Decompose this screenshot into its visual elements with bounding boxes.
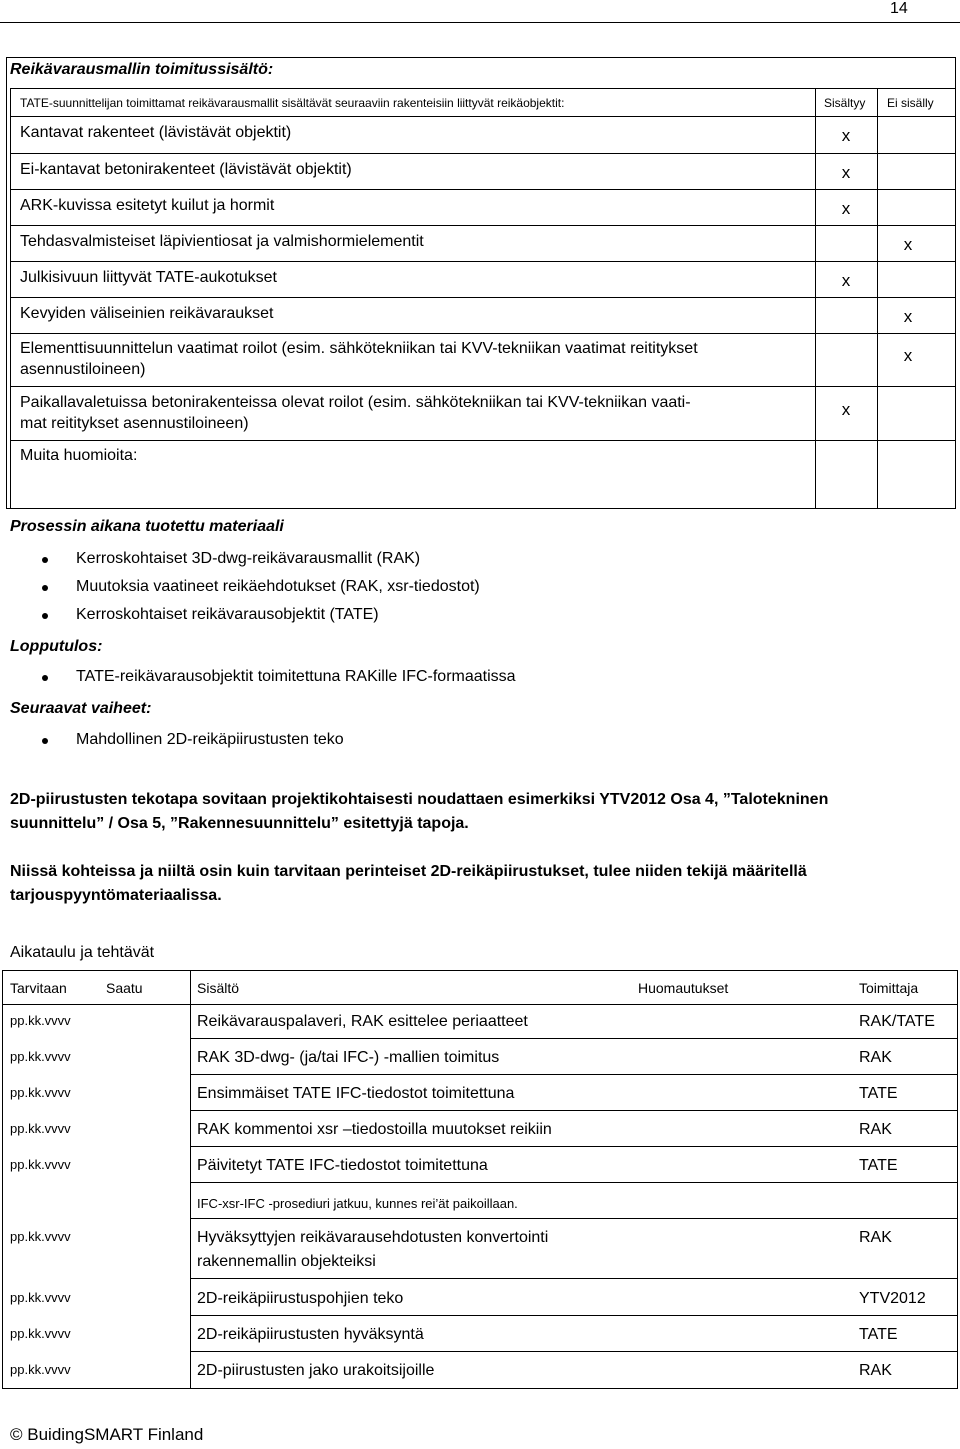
- bullet-icon: [42, 557, 48, 563]
- table1-notes-label: Muita huomioita:: [20, 447, 138, 464]
- schedule-row-date: pp.kk.vvvv: [10, 1229, 71, 1244]
- table1-row-included-mark: x: [841, 163, 851, 182]
- schedule-row-supplier: RAK: [859, 1121, 892, 1138]
- process-item-text: Kerroskohtaiset 3D-dwg-reikävarausmallit (RAK): [76, 550, 421, 567]
- schedule-content-divider: [190, 970, 191, 1388]
- schedule-top-rule: [2, 970, 958, 971]
- next-steps-item-text: Mahdollinen 2D-reikäpiirustusten teko: [76, 731, 344, 748]
- schedule-bottom-rule: [2, 1388, 958, 1389]
- schedule-loop-note: IFC-xsr-IFC -prosediuri jatkuu, kunnes rei’ät paikoillaan.: [197, 1196, 518, 1211]
- table1-row-divider: [10, 153, 956, 154]
- schedule-row-supplier: RAK/TATE: [859, 1013, 935, 1030]
- schedule-col-needed: Tarvitaan: [10, 980, 67, 996]
- process-item: [42, 606, 642, 626]
- paragraph-drawing-method-line2: suunnittelu” / Osa 5, ”Rakennesuunnittelu” esitettyjä tapoja.: [10, 815, 469, 832]
- schedule-row-content-cont: rakennemallin objekteiksi: [197, 1253, 376, 1270]
- schedule-row-divider: [190, 1218, 958, 1219]
- table1-row-included-mark: x: [841, 199, 851, 218]
- schedule-col-supplier: Toimittaja: [859, 980, 919, 996]
- schedule-row-divider: [190, 1110, 958, 1111]
- table1-row-label-cont: mat reititykset asennustiloineen): [20, 415, 249, 432]
- schedule-row-supplier: YTV2012: [859, 1290, 926, 1307]
- schedule-row-content: Päivitetyt TATE IFC-tiedostot toimitettuna: [197, 1157, 488, 1174]
- schedule-row-content: 2D-reikäpiirustusten hyväksyntä: [197, 1326, 424, 1343]
- table1-col-divider-excluded: [877, 88, 878, 509]
- schedule-row-date: pp.kk.vvvv: [10, 1290, 71, 1305]
- paragraph-drawing-method-line1: 2D-piirustusten tekotapa sovitaan projektikohtaisesti noudattaen esimerkiksi YTV2012 Osa 4, ”Talotekninen: [10, 791, 829, 808]
- header-rule: [0, 22, 960, 23]
- bullet-icon: [42, 613, 48, 619]
- table1-row-label: Elementtisuunnittelun vaatimat roilot (esim. sähkötekniikan tai KVV-tekniikan vaatimat reititykset: [20, 340, 698, 357]
- table1-row-divider: [10, 116, 956, 117]
- process-item: [42, 550, 642, 570]
- result-item-text: TATE-reikävarausobjektit toimitettuna RAKille IFC-formaatissa: [76, 668, 516, 685]
- bullet-icon: [42, 675, 48, 681]
- schedule-row-divider: [190, 1074, 958, 1075]
- table1-row-label: Paikallavaletuissa betonirakenteissa olevat roilot (esim. sähkötekniikan tai KVV-tekniikan vaati-: [20, 394, 691, 411]
- result-heading: Lopputulos:: [10, 638, 103, 655]
- schedule-col-received: Saatu: [106, 980, 143, 996]
- table1-row-divider: [10, 333, 956, 334]
- table1-row-label-cont: asennustiloineen): [20, 361, 146, 378]
- paragraph-responsibility-line1: Niissä kohteissa ja niiltä osin kuin tarvitaan perinteiset 2D-reikäpiirustukset, tulee niiden tekijä määritellä: [10, 863, 807, 880]
- footer-copyright: © BuidingSMART Finland: [10, 1425, 204, 1444]
- table1-row-included-mark: x: [841, 271, 851, 290]
- bullet-icon: [42, 738, 48, 744]
- schedule-row-supplier: RAK: [859, 1229, 892, 1246]
- schedule-row-date: pp.kk.vvvv: [10, 1049, 71, 1064]
- schedule-right-border: [957, 970, 958, 1388]
- schedule-col-notes: Huomautukset: [638, 980, 729, 996]
- table1-header-included: Sisältyy: [824, 96, 866, 110]
- schedule-row-content: Ensimmäiset TATE IFC-tiedostot toimitettuna: [197, 1085, 515, 1102]
- next-steps-item: [42, 731, 642, 751]
- schedule-row-date: pp.kk.vvvv: [10, 1326, 71, 1341]
- table1-row-label: Kantavat rakenteet (lävistävät objektit): [20, 124, 292, 141]
- page-number: 14: [890, 0, 908, 17]
- process-item-text: Muutoksia vaatineet reikäehdotukset (RAK, xsr-tiedostot): [76, 578, 480, 595]
- table1-row-included-mark: x: [841, 400, 851, 419]
- table1-header-excluded: Ei sisälly: [887, 96, 934, 110]
- table1-row-divider: [10, 297, 956, 298]
- paragraph-responsibility-line2: tarjouspyyntömateriaalissa.: [10, 887, 222, 904]
- table1-row-label: Kevyiden väliseinien reikävaraukset: [20, 305, 274, 322]
- schedule-heading: Aikataulu ja tehtävät: [10, 944, 155, 961]
- next-steps-heading: Seuraavat vaiheet:: [10, 700, 152, 717]
- schedule-row-content: RAK 3D-dwg- (ja/tai IFC-) -mallien toimitus: [197, 1049, 500, 1066]
- schedule-row-divider: [190, 1182, 958, 1183]
- schedule-left-border: [2, 970, 3, 1388]
- schedule-row-divider: [190, 1038, 958, 1039]
- schedule-row-content: RAK kommentoi xsr –tiedostoilla muutokset reikiin: [197, 1121, 552, 1138]
- schedule-row-content: 2D-piirustusten jako urakoitsijoille: [197, 1362, 435, 1379]
- table1-row-excluded-mark: x: [903, 307, 913, 326]
- table1-row-excluded-mark: x: [903, 346, 913, 365]
- bullet-icon: [42, 585, 48, 591]
- schedule-row-divider: [190, 1146, 958, 1147]
- table1-row-divider: [10, 261, 956, 262]
- schedule-col-content: Sisältö: [197, 980, 240, 996]
- table1-row-label: Ei-kantavat betonirakenteet (lävistävät objektit): [20, 161, 352, 178]
- process-item: [42, 578, 642, 598]
- table1-header-description: TATE-suunnittelijan toimittamat reikävarausmallit sisältävät seuraaviin rakenteisiin liittyvät reikäobjektit:: [20, 96, 565, 110]
- schedule-row-content: 2D-reikäpiirustuspohjien teko: [197, 1290, 404, 1307]
- table1-col-divider-included: [815, 88, 816, 509]
- schedule-row-supplier: TATE: [859, 1326, 898, 1343]
- schedule-row-supplier: TATE: [859, 1157, 898, 1174]
- table1-row-divider: [10, 440, 956, 441]
- table1-row-excluded-mark: x: [903, 235, 913, 254]
- schedule-row-supplier: RAK: [859, 1049, 892, 1066]
- table1-row-divider: [10, 189, 956, 190]
- table1-row-label: ARK-kuvissa esitetyt kuilut ja hormit: [20, 197, 275, 214]
- schedule-row-divider: [190, 1315, 958, 1316]
- schedule-row-date: pp.kk.vvvv: [10, 1013, 71, 1028]
- delivery-content-title: Reikävarausmallin toimitussisältö:: [10, 61, 274, 78]
- schedule-row-supplier: TATE: [859, 1085, 898, 1102]
- process-item-text: Kerroskohtaiset reikävarausobjektit (TATE): [76, 606, 379, 623]
- schedule-row-date: pp.kk.vvvv: [10, 1121, 71, 1136]
- schedule-row-supplier: RAK: [859, 1362, 892, 1379]
- table1-row-included-mark: x: [841, 126, 851, 145]
- result-item: [42, 668, 642, 688]
- schedule-row-content: Hyväksyttyjen reikävarausehdotusten konvertointi: [197, 1229, 549, 1246]
- schedule-row-date: pp.kk.vvvv: [10, 1362, 71, 1377]
- table1-row-label: Tehdasvalmisteiset läpivientiosat ja valmishormielementit: [20, 233, 424, 250]
- table1-row-divider: [10, 386, 956, 387]
- schedule-row-date: pp.kk.vvvv: [10, 1085, 71, 1100]
- schedule-row-content: Reikävarauspalaveri, RAK esittelee periaatteet: [197, 1013, 528, 1030]
- schedule-header-rule: [2, 1004, 958, 1005]
- process-heading: Prosessin aikana tuotettu materiaali: [10, 518, 284, 535]
- schedule-row-date: pp.kk.vvvv: [10, 1157, 71, 1172]
- schedule-row-divider: [190, 1351, 958, 1352]
- table1-row-divider: [10, 225, 956, 226]
- table1-row-label: Julkisivuun liittyvät TATE-aukotukset: [20, 269, 277, 286]
- schedule-row-divider: [190, 1278, 958, 1279]
